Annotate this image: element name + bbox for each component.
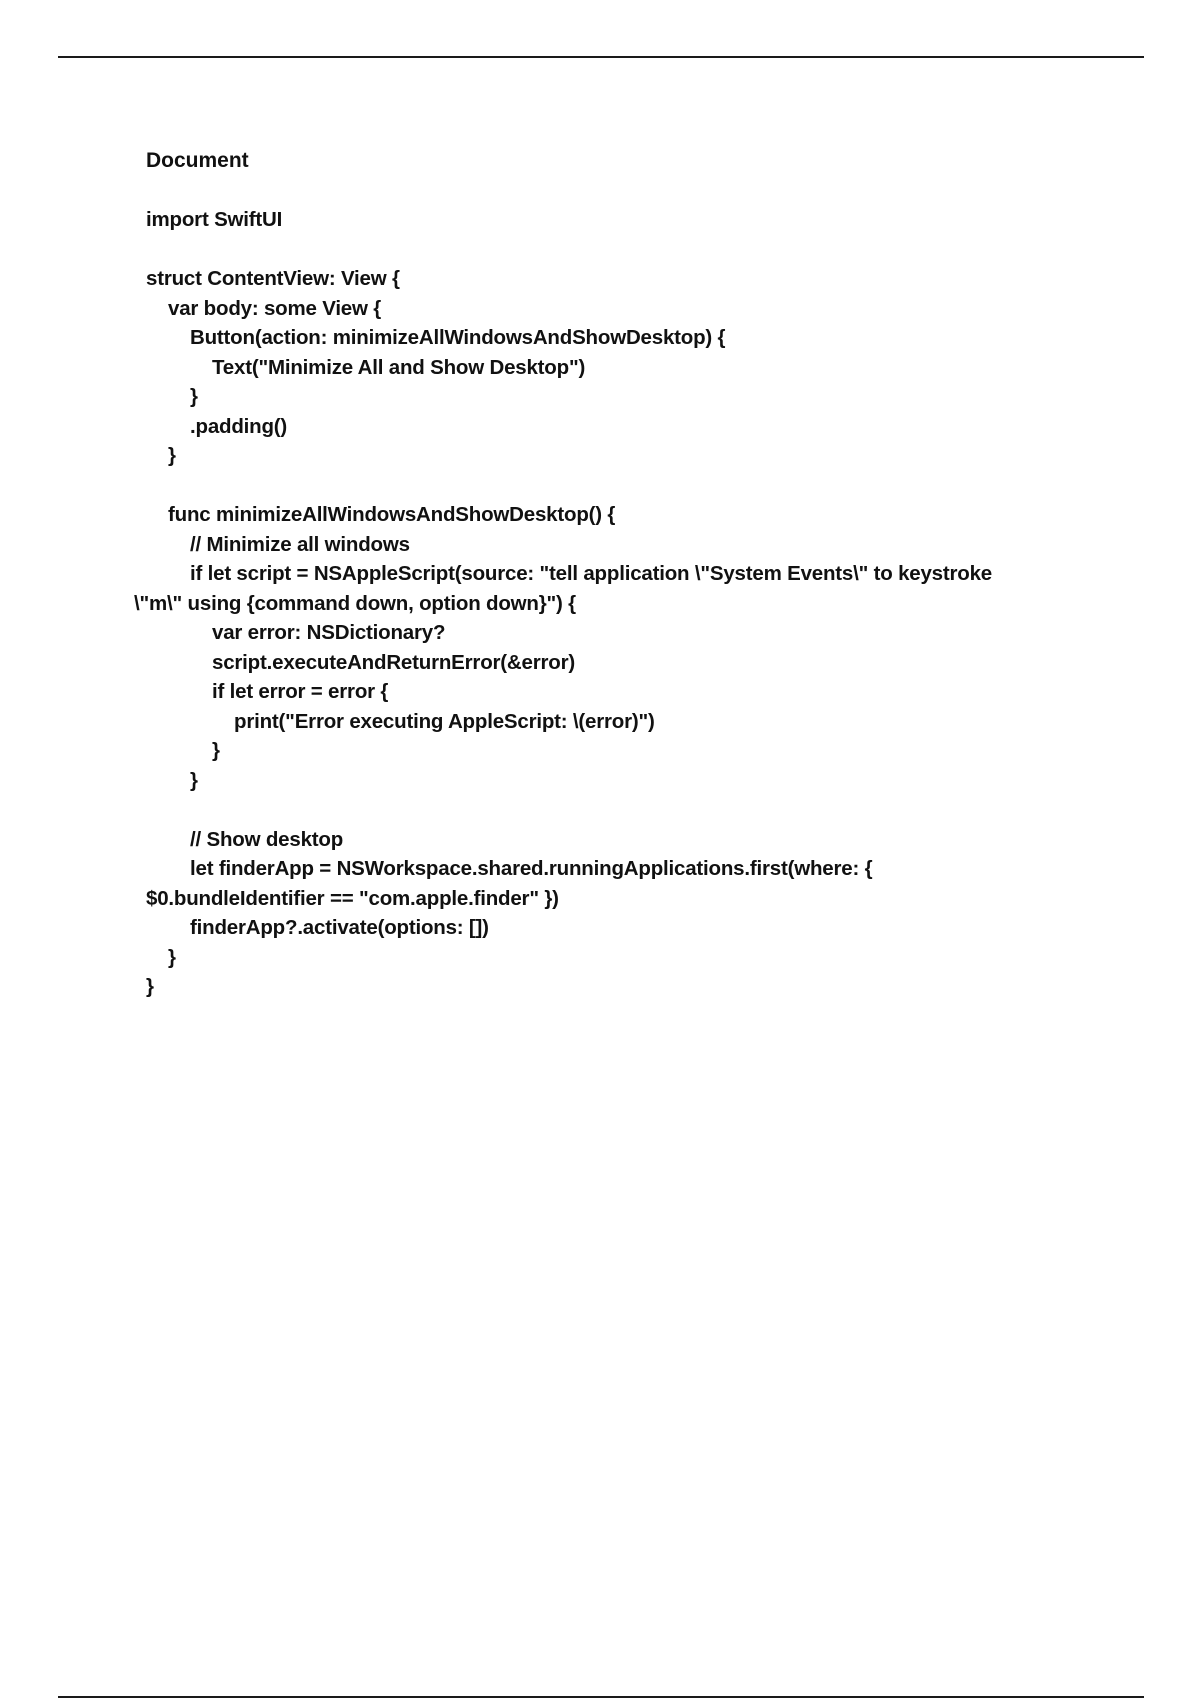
code-line: if let script = NSAppleScript(source: "tell application \"System Events\" to keystroke (190, 562, 993, 585)
code-line: // Minimize all windows (190, 532, 410, 556)
code-line: var body: some View { (168, 296, 382, 320)
page-footer-rule (58, 1696, 1144, 1698)
code-line: \"m\" using {command down, option down}") { (134, 591, 576, 615)
code-line: } (168, 444, 176, 467)
code-blank-line (146, 471, 1066, 501)
code-line: finderApp?.activate(options: []) (190, 916, 489, 939)
code-line: } (168, 945, 176, 969)
code-line: Button(action: minimizeAllWindowsAndShowDesktop) { (190, 326, 726, 349)
code-line: let finderApp = NSWorkspace.shared.runningApplications.first(where: { (190, 857, 873, 880)
code-line: } (146, 975, 154, 998)
code-line: import SwiftUI (146, 208, 283, 231)
code-blank-line (146, 235, 1066, 265)
document-title: Document (146, 149, 249, 172)
code-line: } (190, 385, 198, 408)
code-line: Text("Minimize All and Show Desktop") (212, 355, 586, 379)
code-line: func minimizeAllWindowsAndShowDesktop() { (168, 503, 616, 526)
code-line: script.executeAndReturnError(&error) (212, 650, 576, 674)
code-line: .padding() (190, 414, 288, 438)
code-line: if let error = error { (212, 680, 389, 703)
code-line: $0.bundleIdentifier == "com.apple.finder" }) (146, 886, 559, 910)
code-line: struct ContentView: View { (146, 267, 400, 290)
code-line: // Show desktop (190, 827, 344, 851)
page-header-rule (58, 56, 1144, 58)
code-line: } (212, 739, 220, 762)
code-block (134, 205, 1066, 1002)
code-line: } (190, 768, 198, 792)
code-blank-line (146, 795, 1066, 825)
code-line: print("Error executing AppleScript: \(error)") (234, 709, 655, 733)
code-line: var error: NSDictionary? (212, 621, 446, 644)
